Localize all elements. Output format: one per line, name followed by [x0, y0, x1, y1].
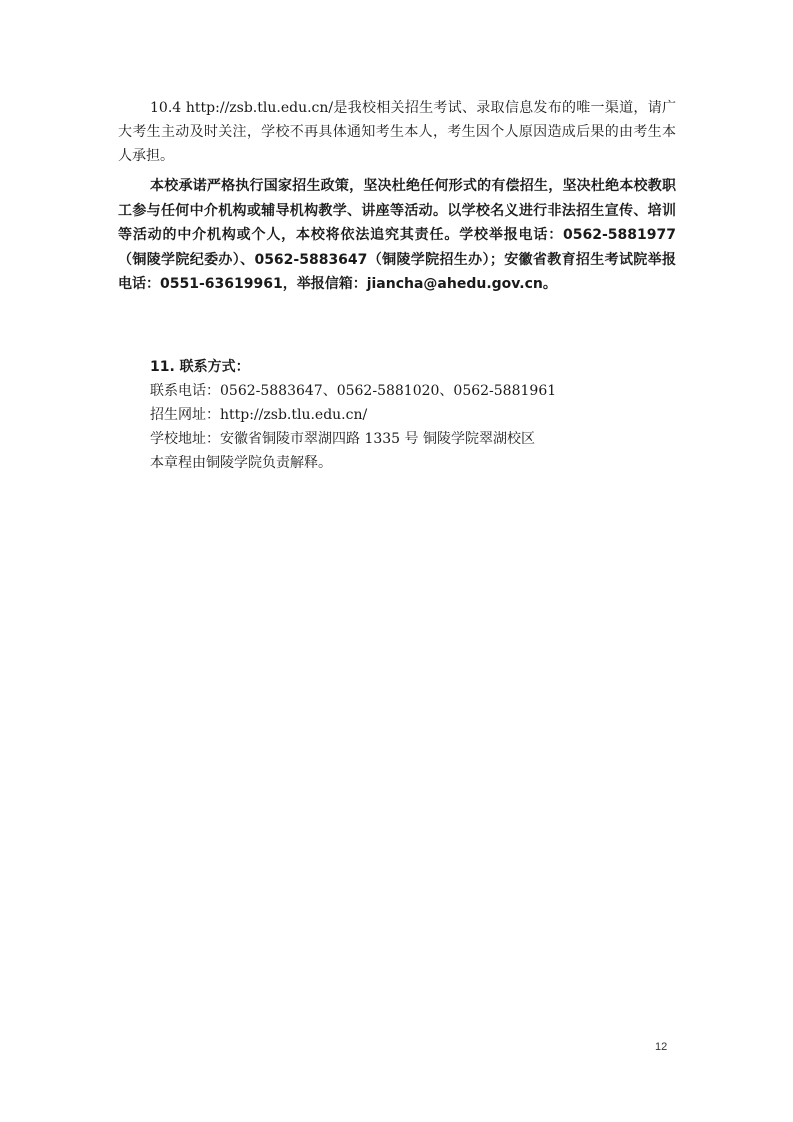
- paragraph-integrity-commitment: 本校承诺严格执行国家招生政策，坚决杜绝任何形式的有偿招生，坚决杜绝本校教职工参与任何中介机构或辅导机构教学、讲座等活动。以学校名义进行非法招生宣传、培训等活动的中介机构或个人，本校将依法追究其责任。学校举报电话：0562-5881977（铜陵学院纪委办）、0562-5883647（铜陵学院招生办）；安徽省教育招生考试院举报电话：0551-63619961，举报信箱：jiancha@ahedu.gov.cn。: [118, 178, 676, 292]
- paragraph-info-channel: 10.4 http://zsb.tlu.edu.cn/是我校相关招生考试、录取信息发布的唯一渠道，请广大考生主动及时关注，学校不再具体通知考生本人，考生因个人原因造成后果的由考生本人承担。: [118, 100, 676, 164]
- contact-website: 招生网址：http://zsb.tlu.edu.cn/: [150, 407, 368, 423]
- contact-section: [150, 355, 670, 475]
- contact-section-title: 11. 联系方式：: [150, 359, 250, 375]
- interpretation-note: 本章程由铜陵学院负责解释。: [150, 455, 332, 471]
- page-number: 12: [655, 1041, 668, 1053]
- contact-address: 学校地址：安徽省铜陵市翠湖四路 1335 号 铜陵学院翠湖校区: [150, 431, 535, 447]
- contact-phone: 联系电话：0562-5883647、0562-5881020、0562-5881961: [150, 383, 557, 399]
